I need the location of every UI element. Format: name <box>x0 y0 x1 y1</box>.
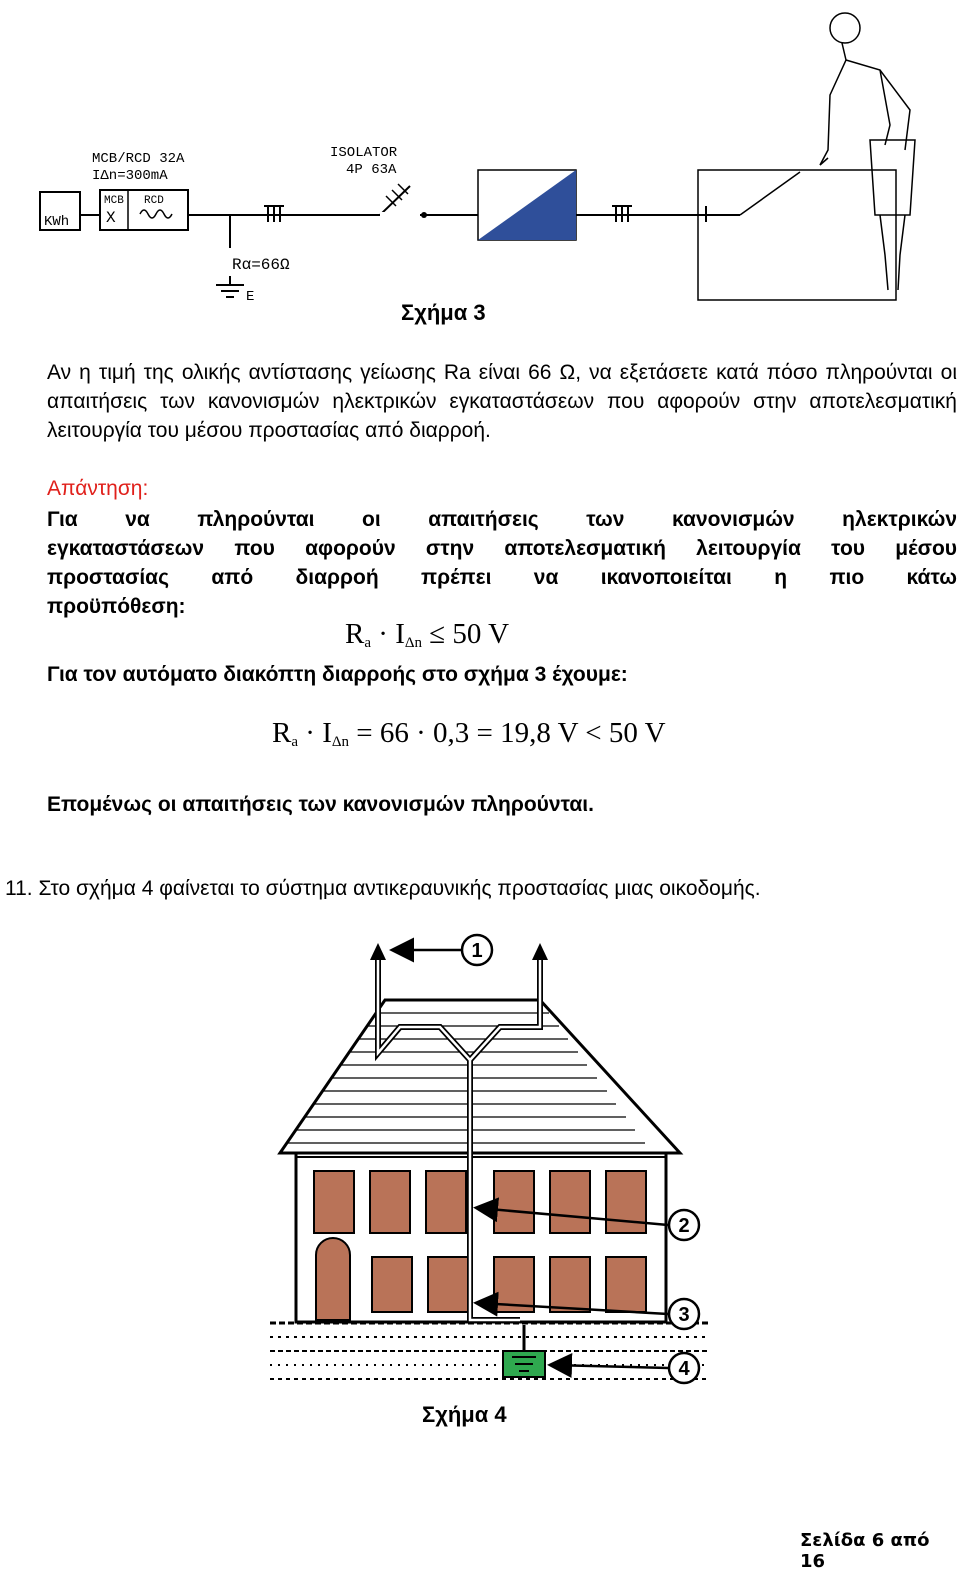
callout-1-label: 1 <box>471 940 483 962</box>
formula-r-sub: a <box>364 635 372 651</box>
svg-text:X: X <box>106 209 116 227</box>
ra-label: Rα=66Ω <box>232 256 290 274</box>
kwh-label: KWh <box>44 214 70 230</box>
appliance-enclosure <box>698 170 896 300</box>
question-text: Αν η τιμή της ολικής αντίστασης γείωσης Ra είναι 66 Ω, να εξετάσετε κατά πόσο πληρούνται οι απαιτήσεις των κανονισμών ηλεκτρικών εγκαταστάσεων που αφορούν στην αποτελεσματική λειτουργία του μέσου προστασίας από διαρροή. <box>47 361 957 442</box>
figure-3-diagram <box>0 0 960 310</box>
question-11: 11. Στο σχήμα 4 φαίνεται το σύστημα αντικεραυνικής προστασίας μιας οικοδομής. <box>5 877 761 900</box>
isolator-label: ISOLATOR <box>330 145 398 161</box>
condition-formula <box>345 618 509 652</box>
air-terminal-left <box>370 943 386 960</box>
answer-line-4: προϋπόθεση: <box>47 595 186 618</box>
formula-r: R <box>345 618 365 650</box>
idn-label: IΔn=300mA <box>92 168 168 184</box>
mcb-label: MCB <box>104 195 124 207</box>
figure-3-caption: Σχήμα 3 <box>401 300 486 325</box>
isolator-symbol <box>380 184 427 218</box>
earth-label: E <box>246 289 255 305</box>
mcb-rcd-label: MCB/RCD 32A <box>92 151 185 167</box>
protective-device <box>478 170 576 240</box>
calc-r-sub: a <box>291 734 299 750</box>
calc-rest: = 66 · 0,3 = 19,8 V < 50 V <box>356 717 666 749</box>
calc-i: I <box>322 717 332 749</box>
calculation-formula <box>272 717 666 751</box>
callout-2-label: 2 <box>678 1215 690 1237</box>
rcd-label: RCD <box>144 195 164 207</box>
calc-dot: · <box>305 717 315 749</box>
answer-line-2: εγκαταστάσεων που αφορούν στην αποτελεσματική λειτουργία του μέσου <box>47 537 957 560</box>
callout-4-label: 4 <box>678 1358 690 1380</box>
page-footer: Σελίδα 6 από 16 <box>800 1530 930 1572</box>
figure-4-caption: Σχήμα 4 <box>422 1402 507 1427</box>
terminal-pair-1 <box>264 206 284 222</box>
terminal-pair-2 <box>612 206 632 222</box>
formula-dot: · <box>378 618 388 650</box>
figure-4-diagram <box>0 925 960 1405</box>
calc-i-sub: Δn <box>331 734 350 750</box>
formula-i: I <box>395 618 405 650</box>
air-terminal-right <box>532 943 548 960</box>
calc-r: R <box>272 717 292 749</box>
roof <box>280 1000 680 1153</box>
formula-i-sub: Δn <box>404 635 423 651</box>
earth-symbol <box>216 285 244 297</box>
isolator-rating-label: 4P 63A <box>346 162 397 178</box>
ground <box>270 1318 710 1390</box>
answer-conclusion: Επομένως οι απαιτήσεις των κανονισμών πληρούνται. <box>47 793 594 816</box>
callout-3-label: 3 <box>678 1304 690 1326</box>
answer-line-3: προστασίας από διαρροή πρέπει να ικανοποιείται η πιο κάτω <box>47 566 957 589</box>
answer-label: Απάντηση: <box>47 477 149 500</box>
formula-rest: ≤ 50 V <box>429 618 510 650</box>
answer-intro-2: Για τον αυτόματο διακόπτη διαρροής στο σχήμα 3 έχουμε: <box>47 663 628 686</box>
answer-line-1: Για να πληρούνται οι απαιτήσεις των κανονισμών ηλεκτρικών <box>47 508 957 531</box>
